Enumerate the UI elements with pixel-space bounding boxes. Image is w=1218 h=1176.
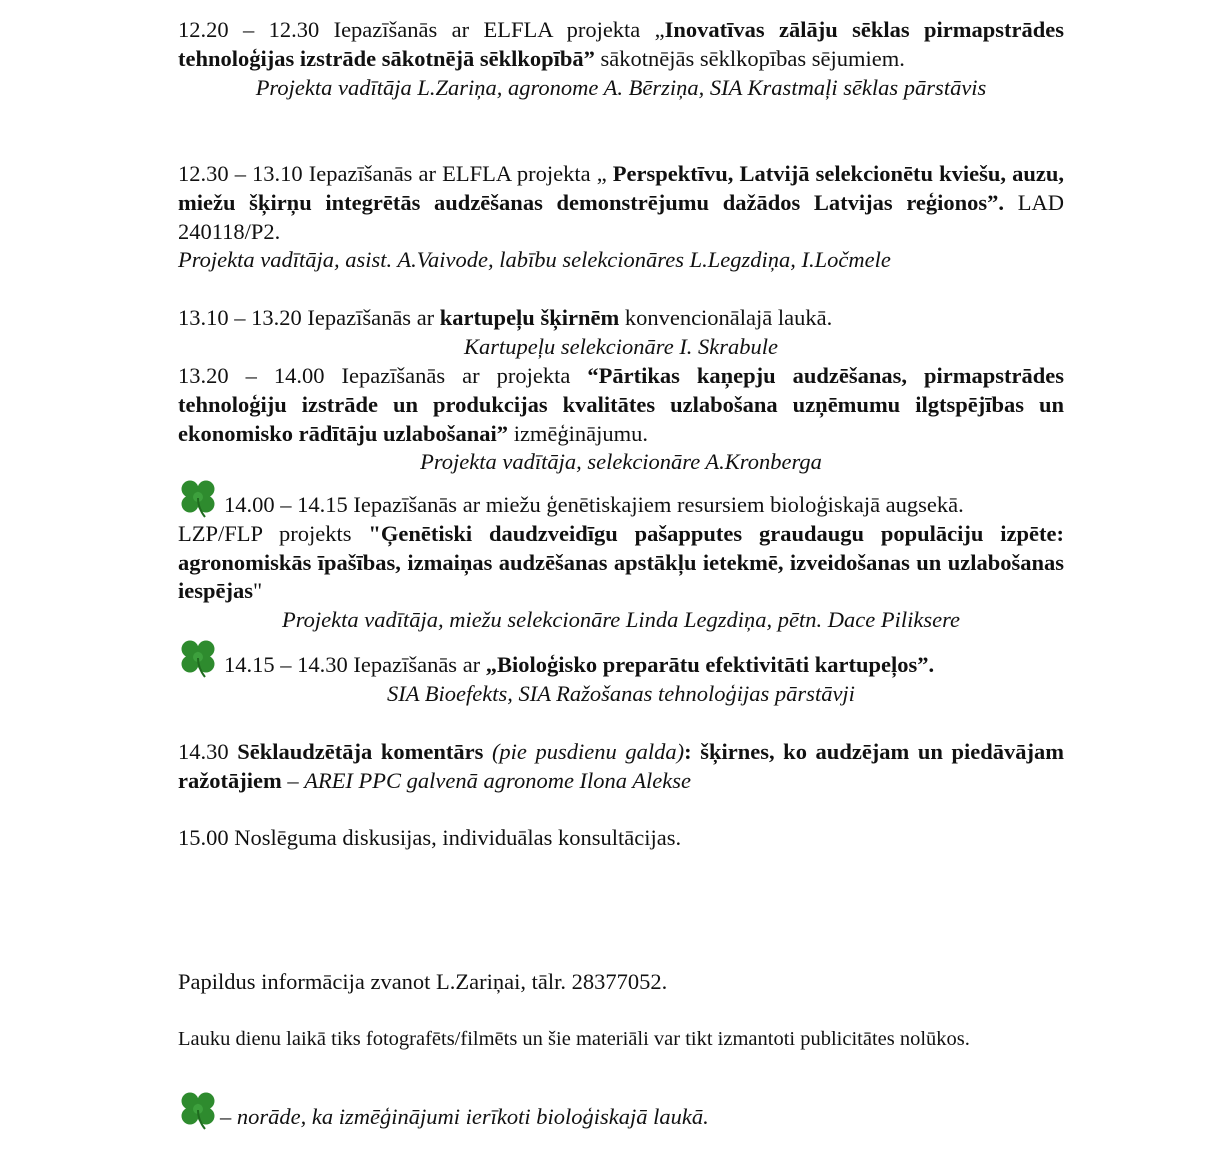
project-title: „Bioloģisko preparātu efektivitāti kartupeļos [485, 652, 918, 677]
presenters: Projekta vadītāja L.Zariņa, agronome A. Bērziņa, SIA Krastmaļi sēklas pārstāvis [255, 74, 987, 100]
clover-icon [178, 1090, 218, 1130]
section-title: Sēklaudzētāja komentārs [237, 739, 484, 764]
agenda-item-1: 12.20 – 12.30 Iepazīšanās ar ELFLA projekta „Inovatīvas zālāju sēklas pirmapstrādes tehnoloģijas izstrāde sākotnējā sēklkopībā” sākotnējās sēklkopības sējumiem. Projekta vadītāja L.Zariņa, agronome A. Bērziņa, SIA Krastmaļi sēklas pārstāvis [178, 16, 1064, 102]
contact-info: Papildus informācija zvanot L.Zariņai, tālr. 28377052. [178, 969, 668, 994]
presenters: SIA Bioefekts, SIA Ražošanas tehnoloģijas pārstāvji [387, 680, 855, 706]
item-time: 14.15 – 14.30 [224, 652, 348, 677]
item-time: 14.00 – 14.15 [224, 492, 348, 517]
clover-icon [178, 638, 218, 678]
presenters: Projekta vadītāja, asist. A.Vaivode, labību selekcionāres L.Legzdiņa, I.Ločmele [178, 247, 891, 273]
item-time: 12.30 – 13.10 [178, 161, 303, 186]
item-time: 15.00 [178, 825, 229, 850]
project-title: "Ģenētiski daudzveidīgu pašapputes graudaugu populāciju izpēte: agronomiskās īpašības, izmaiņas audzēšanas apstākļu ietekmē, izveidošanas un uzlabošanas iespējas [178, 520, 1064, 604]
clover-icon [178, 478, 218, 518]
project-title: Inovatīvas zālāju sēklas pirmapstrādes tehnoloģijas izstrāde sākotnējā sēklkopībā” [178, 17, 1064, 71]
presenters: Projekta vadītāja, miežu selekcionāre Linda Legzdiņa, pētn. Dace Piliksere [282, 607, 960, 633]
project-title: kartupeļu šķirnēm [439, 305, 620, 330]
item-time: 13.10 – 13.20 [178, 305, 302, 330]
project-title: “Pārtikas kaņepju audzēšanas, pirmapstrādes tehnoloģiju izstrāde un produkcijas kvalitātes uzlabošana uzņēmumu ilgtspējības un ekonomisko rādītāju uzlabošanai” [178, 363, 1064, 446]
legend [178, 1090, 1064, 1132]
agenda-item-6: 14.15 – 14.30 Iepazīšanās ar „Bioloģisko preparātu efektivitāti kartupeļos”. SIA Bioefekts, SIA Ražošanas tehnoloģijas pārstāvji [178, 638, 1064, 709]
agenda-item-3: 13.10 – 13.20 Iepazīšanās ar kartupeļu šķirnēm konvencionālajā laukā. Kartupeļu selekcionāre I. Skrabule [178, 304, 1064, 362]
legend-text: – norāde, ka izmēģinājumi ierīkoti bioloģiskajā laukā. [220, 1104, 709, 1129]
project-title: Perspektīvu, Latvijā selekcionētu kviešu, auzu, miežu šķirņu integrētās audzēšanas demonstrējumu dažādos Latvijas reģionos”. [178, 161, 1065, 215]
item-time: 14.30 [178, 739, 229, 764]
presenters: AREI PPC galvenā agronome Ilona Alekse [304, 767, 691, 793]
presenters: Projekta vadītāja, selekcionāre A.Kronberga [420, 449, 822, 475]
agenda-item-8: 15.00 Noslēguma diskusijas, individuālas konsultācijas. [178, 825, 682, 850]
item-time: 12.20 – 12.30 [178, 17, 320, 42]
agenda-item-4: 13.20 – 14.00 Iepazīšanās ar projekta “Pārtikas kaņepju audzēšanas, pirmapstrādes tehnoloģiju izstrāde un produkcijas kvalitātes uzlabošana uzņēmumu ilgtspējības un ekonomisko rādītāju uzlabošanai” izmēģinājumu. Projekta vadītāja, selekcionāre A.Kronberga [178, 362, 1064, 477]
agenda-item-5: 14.00 – 14.15 Iepazīšanās ar miežu ģenētiskajiem resursiem bioloģiskajā augsekā. LZP/FLP projekts "Ģenētiski daudzveidīgu pašapputes graudaugu populāciju izpēte: agronomiskās īpašības, izmaiņas audzēšanas apstākļu ietekmē, izveidošanas un uzlabošanas iespējas" Projekta vadītāja, miežu selekcionāre Linda Legzdiņa, pētn. Dace Piliksere [178, 478, 1064, 635]
presenters: Kartupeļu selekcionāre I. Skrabule [463, 333, 779, 359]
agenda-item-2: 12.30 – 13.10 Iepazīšanās ar ELFLA projekta „ Perspektīvu, Latvijā selekcionētu kviešu, auzu, miežu šķirņu integrētās audzēšanas demonstrējumu dažādos Latvijas reģionos”. LAD 240118/P2. Projekta vadītāja, asist. A.Vaivode, labību selekcionāres L.Legzdiņa, I.Ločmele [178, 160, 1064, 275]
agenda-item-7: 14.30 Sēklaudzētāja komentārs (pie pusdienu galda): šķirnes, ko audzējam un piedāvājam ražotājiem – AREI PPC galvenā agronome Ilona Alekse [178, 739, 1065, 793]
item-time: 13.20 – 14.00 [178, 363, 325, 388]
aside-note: (pie pusdienu galda) [491, 739, 685, 764]
publicity-notice: Lauku dienu laikā tiks fotografēts/filmēts un šie materiāli var tikt izmantoti publicitātes nolūkos. [178, 1028, 970, 1050]
